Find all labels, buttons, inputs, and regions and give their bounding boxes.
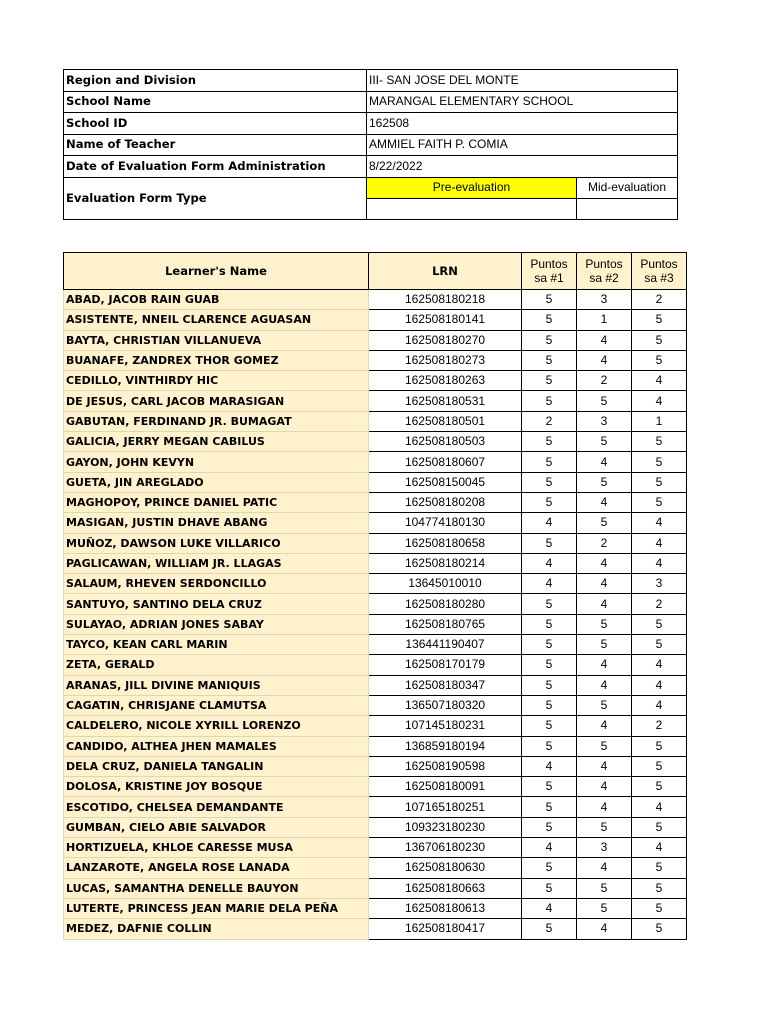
table-row [64, 310, 687, 330]
learner-name-cell[interactable]: CEDILLO, VINTHIRDY HIC [64, 371, 369, 391]
table-row [64, 655, 687, 675]
lrn-cell[interactable]: 136706180230 [369, 838, 522, 858]
table-row [64, 472, 687, 492]
puntos-1-cell[interactable]: 5 [522, 736, 577, 756]
info-row [64, 156, 678, 178]
puntos-3-cell[interactable]: 2 [632, 290, 687, 310]
info-label[interactable]: School Name [64, 91, 367, 113]
puntos-1-cell[interactable]: 5 [522, 533, 577, 553]
puntos-1-cell[interactable]: 5 [522, 330, 577, 350]
learner-name-cell[interactable]: ARANAS, JILL DIVINE MANIQUIS [64, 675, 369, 695]
header-learners-name[interactable]: Learner's Name [64, 253, 369, 290]
puntos-2-cell[interactable]: 5 [577, 391, 632, 411]
lrn-cell[interactable]: 162508190598 [369, 756, 522, 776]
puntos-1-cell[interactable]: 5 [522, 614, 577, 634]
learner-name-cell[interactable]: GUMBAN, CIELO ABIE SALVADOR [64, 817, 369, 837]
puntos-1-cell[interactable]: 5 [522, 290, 577, 310]
puntos-2-cell[interactable]: 4 [577, 919, 632, 939]
learner-name-cell[interactable]: GUETA, JIN AREGLADO [64, 472, 369, 492]
info-row [64, 134, 678, 156]
puntos-1-cell[interactable]: 5 [522, 716, 577, 736]
table-row [64, 838, 687, 858]
table-row [64, 553, 687, 573]
learner-name-cell[interactable]: SANTUYO, SANTINO DELA CRUZ [64, 594, 369, 614]
puntos-1-cell[interactable]: 5 [522, 492, 577, 512]
puntos-3-cell[interactable]: 5 [632, 777, 687, 797]
info-value[interactable]: 8/22/2022 [367, 156, 678, 178]
puntos-3-cell[interactable]: 4 [632, 797, 687, 817]
puntos-2-cell[interactable]: 5 [577, 736, 632, 756]
lrn-cell[interactable]: 109323180230 [369, 817, 522, 837]
puntos-3-cell[interactable]: 4 [632, 838, 687, 858]
learner-name-cell[interactable]: ZETA, GERALD [64, 655, 369, 675]
puntos-1-cell[interactable]: 5 [522, 797, 577, 817]
puntos-3-cell[interactable]: 5 [632, 614, 687, 634]
table-row [64, 533, 687, 553]
table-row [64, 513, 687, 533]
learner-name-cell[interactable]: ESCOTIDO, CHELSEA DEMANDANTE [64, 797, 369, 817]
puntos-3-cell[interactable]: 5 [632, 472, 687, 492]
learner-name-cell[interactable]: LANZAROTE, ANGELA ROSE LANADA [64, 858, 369, 878]
puntos-2-cell[interactable]: 2 [577, 371, 632, 391]
puntos-1-cell[interactable]: 5 [522, 919, 577, 939]
table-row [64, 391, 687, 411]
table-row [64, 756, 687, 776]
lrn-cell[interactable]: 162508180263 [369, 371, 522, 391]
puntos-2-cell[interactable]: 5 [577, 878, 632, 898]
learner-name-cell[interactable]: MAGHOPOY, PRINCE DANIEL PATIC [64, 492, 369, 512]
learners-table [63, 252, 678, 940]
table-row [64, 411, 687, 431]
puntos-3-cell[interactable]: 4 [632, 553, 687, 573]
lrn-cell[interactable]: 136507180320 [369, 695, 522, 715]
info-value[interactable]: III- SAN JOSE DEL MONTE [367, 70, 678, 92]
learner-name-cell[interactable]: LUCAS, SAMANTHA DENELLE BAUYON [64, 878, 369, 898]
table-row [64, 817, 687, 837]
puntos-3-cell[interactable]: 4 [632, 513, 687, 533]
lrn-cell[interactable]: 162508170179 [369, 655, 522, 675]
puntos-3-cell[interactable]: 5 [632, 452, 687, 472]
info-label[interactable]: School ID [64, 113, 367, 135]
learner-name-cell[interactable]: GALICIA, JERRY MEGAN CABILUS [64, 432, 369, 452]
table-row [64, 635, 687, 655]
puntos-2-cell[interactable]: 4 [577, 777, 632, 797]
puntos-2-cell[interactable]: 4 [577, 797, 632, 817]
table-row [64, 574, 687, 594]
learner-name-cell[interactable]: GABUTAN, FERDINAND JR. BUMAGAT [64, 411, 369, 431]
puntos-3-cell[interactable]: 4 [632, 675, 687, 695]
lrn-cell[interactable]: 162508150045 [369, 472, 522, 492]
info-label[interactable]: Region and Division [64, 70, 367, 92]
learner-name-cell[interactable]: BUANAFE, ZANDREX THOR GOMEZ [64, 350, 369, 370]
learner-name-cell[interactable]: CAGATIN, CHRISJANE CLAMUTSA [64, 695, 369, 715]
table-row [64, 858, 687, 878]
puntos-3-cell[interactable]: 5 [632, 756, 687, 776]
learner-name-cell[interactable]: HORTIZUELA, KHLOE CARESSE MUSA [64, 838, 369, 858]
lrn-cell[interactable]: 162508180273 [369, 350, 522, 370]
puntos-3-cell[interactable]: 4 [632, 391, 687, 411]
learner-name-cell[interactable]: MEDEZ, DAFNIE COLLIN [64, 919, 369, 939]
info-value[interactable]: AMMIEL FAITH P. COMIA [367, 134, 678, 156]
table-row [64, 777, 687, 797]
puntos-3-cell[interactable]: 3 [632, 574, 687, 594]
puntos-1-cell[interactable]: 5 [522, 452, 577, 472]
puntos-2-cell[interactable]: 4 [577, 716, 632, 736]
puntos-2-cell[interactable]: 1 [577, 310, 632, 330]
puntos-2-cell[interactable]: 4 [577, 675, 632, 695]
learner-name-cell[interactable]: CANDIDO, ALTHEA JHEN MAMALES [64, 736, 369, 756]
table-row [64, 898, 687, 918]
table-row [64, 594, 687, 614]
puntos-3-cell[interactable]: 5 [632, 310, 687, 330]
puntos-3-cell[interactable]: 4 [632, 371, 687, 391]
table-row [64, 675, 687, 695]
puntos-1-cell[interactable]: 4 [522, 838, 577, 858]
puntos-2-cell[interactable]: 4 [577, 756, 632, 776]
puntos-1-cell[interactable]: 5 [522, 817, 577, 837]
puntos-2-cell[interactable]: 4 [577, 492, 632, 512]
table-row [64, 614, 687, 634]
learner-name-cell[interactable]: ABAD, JACOB RAIN GUAB [64, 290, 369, 310]
table-row [64, 371, 687, 391]
puntos-1-cell[interactable]: 5 [522, 310, 577, 330]
puntos-3-cell[interactable]: 5 [632, 736, 687, 756]
lrn-cell[interactable]: 107145180231 [369, 716, 522, 736]
puntos-1-cell[interactable]: 2 [522, 411, 577, 431]
learner-name-cell[interactable]: GAYON, JOHN KEVYN [64, 452, 369, 472]
learner-name-cell[interactable]: PAGLICAWAN, WILLIAM JR. LLAGAS [64, 553, 369, 573]
puntos-2-cell[interactable]: 4 [577, 452, 632, 472]
table-row [64, 452, 687, 472]
puntos-3-cell[interactable]: 5 [632, 432, 687, 452]
header-puntos-2[interactable]: Puntos sa #2 [577, 253, 632, 290]
puntos-1-cell[interactable]: 5 [522, 391, 577, 411]
puntos-1-cell[interactable]: 4 [522, 553, 577, 573]
lrn-cell[interactable]: 162508180417 [369, 919, 522, 939]
pre-evaluation-empty-cell[interactable] [367, 198, 577, 219]
learner-name-cell[interactable]: CALDELERO, NICOLE XYRILL LORENZO [64, 716, 369, 736]
puntos-2-cell[interactable]: 3 [577, 838, 632, 858]
table-row [64, 736, 687, 756]
learner-name-cell[interactable]: TAYCO, KEAN CARL MARIN [64, 635, 369, 655]
lrn-cell[interactable]: 162508180658 [369, 533, 522, 553]
table-row [64, 919, 687, 939]
puntos-2-cell[interactable]: 5 [577, 432, 632, 452]
puntos-2-cell[interactable]: 5 [577, 898, 632, 918]
puntos-3-cell[interactable]: 1 [632, 411, 687, 431]
puntos-3-cell[interactable]: 5 [632, 878, 687, 898]
puntos-2-cell[interactable]: 2 [577, 533, 632, 553]
puntos-1-cell[interactable]: 4 [522, 513, 577, 533]
info-value[interactable]: 162508 [367, 113, 678, 135]
puntos-2-cell[interactable]: 5 [577, 614, 632, 634]
puntos-1-cell[interactable]: 4 [522, 756, 577, 776]
lrn-cell[interactable]: 162508180270 [369, 330, 522, 350]
pre-evaluation-cell[interactable]: Pre-evaluation [367, 178, 577, 199]
header-puntos-3[interactable]: Puntos sa #3 [632, 253, 687, 290]
info-row [64, 70, 678, 92]
lrn-cell[interactable]: 162508180531 [369, 391, 522, 411]
learner-name-cell[interactable]: DE JESUS, CARL JACOB MARASIGAN [64, 391, 369, 411]
table-row [64, 492, 687, 512]
puntos-2-cell[interactable]: 4 [577, 350, 632, 370]
info-row-form-type [64, 177, 678, 219]
form-type-label[interactable]: Evaluation Form Type [64, 177, 367, 219]
puntos-3-cell[interactable]: 5 [632, 919, 687, 939]
puntos-3-cell[interactable]: 4 [632, 533, 687, 553]
table-row [64, 330, 687, 350]
info-row [64, 113, 678, 135]
info-label[interactable]: Name of Teacher [64, 134, 367, 156]
info-row [64, 91, 678, 113]
puntos-2-cell[interactable]: 4 [577, 574, 632, 594]
lrn-cell[interactable]: 162508180208 [369, 492, 522, 512]
puntos-2-cell[interactable]: 3 [577, 411, 632, 431]
lrn-cell[interactable]: 162508180613 [369, 898, 522, 918]
puntos-1-cell[interactable]: 5 [522, 655, 577, 675]
puntos-1-cell[interactable]: 5 [522, 635, 577, 655]
puntos-3-cell[interactable]: 2 [632, 594, 687, 614]
puntos-2-cell[interactable]: 4 [577, 330, 632, 350]
puntos-3-cell[interactable]: 5 [632, 898, 687, 918]
learner-name-cell[interactable]: MASIGAN, JUSTIN DHAVE ABANG [64, 513, 369, 533]
puntos-3-cell[interactable]: 4 [632, 695, 687, 715]
puntos-1-cell[interactable]: 5 [522, 858, 577, 878]
lrn-cell[interactable]: 107165180251 [369, 797, 522, 817]
puntos-1-cell[interactable]: 5 [522, 472, 577, 492]
lrn-cell[interactable]: 162508180280 [369, 594, 522, 614]
mid-evaluation-cell[interactable]: Mid-evaluation [577, 178, 678, 199]
table-row [64, 695, 687, 715]
learner-name-cell[interactable]: LUTERTE, PRINCESS JEAN MARIE DELA PEÑA [64, 898, 369, 918]
puntos-1-cell[interactable]: 5 [522, 675, 577, 695]
lrn-cell[interactable]: 136441190407 [369, 635, 522, 655]
puntos-3-cell[interactable]: 5 [632, 817, 687, 837]
puntos-3-cell[interactable]: 5 [632, 635, 687, 655]
puntos-2-cell[interactable]: 4 [577, 594, 632, 614]
puntos-1-cell[interactable]: 4 [522, 574, 577, 594]
puntos-3-cell[interactable]: 5 [632, 350, 687, 370]
lrn-cell[interactable]: 104774180130 [369, 513, 522, 533]
learner-name-cell[interactable]: SALAUM, RHEVEN SERDONCILLO [64, 574, 369, 594]
lrn-cell[interactable]: 162508180214 [369, 553, 522, 573]
form-type-cell [367, 177, 678, 219]
puntos-1-cell[interactable]: 5 [522, 594, 577, 614]
puntos-3-cell[interactable]: 2 [632, 716, 687, 736]
table-row [64, 350, 687, 370]
puntos-2-cell[interactable]: 5 [577, 695, 632, 715]
table-row [64, 716, 687, 736]
lrn-cell[interactable]: 162508180607 [369, 452, 522, 472]
lrn-cell[interactable]: 162508180218 [369, 290, 522, 310]
info-label[interactable]: Date of Evaluation Form Administration [64, 156, 367, 178]
puntos-1-cell[interactable]: 5 [522, 695, 577, 715]
lrn-cell[interactable]: 162508180501 [369, 411, 522, 431]
puntos-3-cell[interactable]: 5 [632, 330, 687, 350]
school-info-table [63, 69, 678, 220]
table-row [64, 797, 687, 817]
puntos-2-cell[interactable]: 4 [577, 858, 632, 878]
learner-name-cell[interactable]: SULAYAO, ADRIAN JONES SABAY [64, 614, 369, 634]
table-row [64, 878, 687, 898]
header-puntos-1[interactable]: Puntos sa #1 [522, 253, 577, 290]
lrn-cell[interactable]: 162508180091 [369, 777, 522, 797]
puntos-1-cell[interactable]: 5 [522, 371, 577, 391]
learner-name-cell[interactable]: DOLOSA, KRISTINE JOY BOSQUE [64, 777, 369, 797]
puntos-1-cell[interactable]: 5 [522, 777, 577, 797]
puntos-2-cell[interactable]: 5 [577, 635, 632, 655]
lrn-cell[interactable]: 162508180663 [369, 878, 522, 898]
info-value[interactable]: MARANGAL ELEMENTARY SCHOOL [367, 91, 678, 113]
puntos-2-cell[interactable]: 4 [577, 655, 632, 675]
puntos-1-cell[interactable]: 4 [522, 898, 577, 918]
puntos-3-cell[interactable]: 4 [632, 655, 687, 675]
puntos-2-cell[interactable]: 5 [577, 513, 632, 533]
puntos-2-cell[interactable]: 5 [577, 472, 632, 492]
table-row [64, 290, 687, 310]
lrn-cell[interactable]: 162508180630 [369, 858, 522, 878]
puntos-1-cell[interactable]: 5 [522, 350, 577, 370]
learners-header-row [64, 253, 687, 290]
puntos-2-cell[interactable]: 5 [577, 817, 632, 837]
lrn-cell[interactable]: 162508180347 [369, 675, 522, 695]
puntos-3-cell[interactable]: 5 [632, 858, 687, 878]
puntos-1-cell[interactable]: 5 [522, 878, 577, 898]
lrn-cell[interactable]: 162508180503 [369, 432, 522, 452]
table-row [64, 432, 687, 452]
learner-name-cell[interactable]: MUÑOZ, DAWSON LUKE VILLARICO [64, 533, 369, 553]
mid-evaluation-empty-cell[interactable] [577, 198, 678, 219]
learner-name-cell[interactable]: DELA CRUZ, DANIELA TANGALIN [64, 756, 369, 776]
puntos-1-cell[interactable]: 5 [522, 432, 577, 452]
learner-name-cell[interactable]: BAYTA, CHRISTIAN VILLANUEVA [64, 330, 369, 350]
lrn-cell[interactable]: 136859180194 [369, 736, 522, 756]
puntos-2-cell[interactable]: 4 [577, 553, 632, 573]
puntos-3-cell[interactable]: 5 [632, 492, 687, 512]
lrn-cell[interactable]: 162508180765 [369, 614, 522, 634]
lrn-cell[interactable]: 162508180141 [369, 310, 522, 330]
learner-name-cell[interactable]: ASISTENTE, NNEIL CLARENCE AGUASAN [64, 310, 369, 330]
puntos-2-cell[interactable]: 3 [577, 290, 632, 310]
header-lrn[interactable]: LRN [369, 253, 522, 290]
lrn-cell[interactable]: 13645010010 [369, 574, 522, 594]
